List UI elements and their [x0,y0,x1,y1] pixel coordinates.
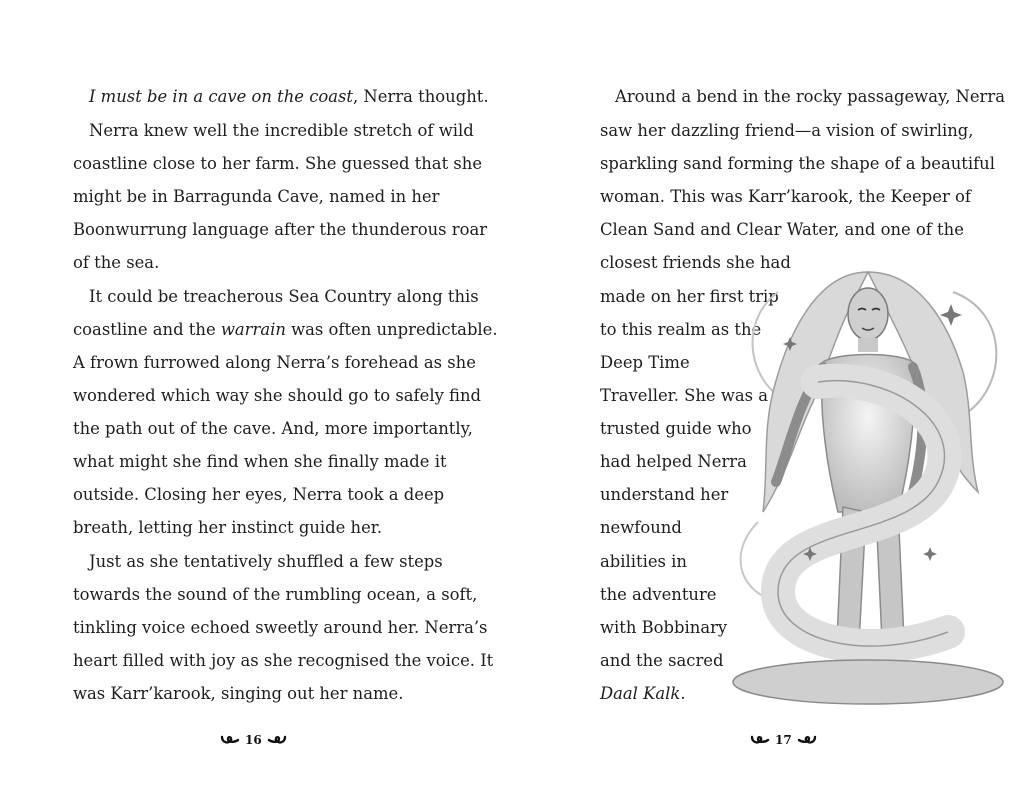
text-line: I must be in a cave on the coast, Nerra thought. [89,87,489,106]
text-line: Traveller. She was a [600,386,769,405]
text-line: the path out of the cave. And, more importantly, [73,419,473,438]
page-number: 16 [245,733,262,747]
text-line: It could be treacherous Sea Country along this [89,287,479,306]
text-line: the adventure [600,585,717,604]
text-line: newfound [600,518,682,537]
text-line: made on her first trip [600,287,779,306]
text-line: saw her dazzling friend—a vision of swirling, [600,121,974,140]
page-number-right [750,733,817,747]
ornament-icon [267,734,287,746]
text-line: A frown furrowed along Nerra’s forehead as she [73,353,476,372]
text-line: closest friends she had [600,253,791,272]
text-line: Deep Time [600,353,690,372]
text-line: Around a bend in the rocky passageway, Nerra [615,87,1005,106]
italic-word: Daal Kalk [600,684,681,703]
sand-woman-illustration [718,252,1018,712]
text-line: Just as she tentatively shuffled a few steps [89,552,443,571]
text-line: abilities in [600,552,687,571]
text-line: breath, letting her instinct guide her. [73,518,383,537]
text-line: with Bobbinary [600,618,728,637]
text-line: of the sea. [73,253,160,272]
text-line: woman. This was Karr’karook, the Keeper of [600,187,971,206]
italic-word: warrain [220,320,286,339]
text-line: heart filled with joy as she recognised the voice. It [73,651,494,670]
text-line: wondered which way she should go to safely find [73,386,482,405]
text-line: trusted guide who [600,419,752,438]
text-line: towards the sound of the rumbling ocean, a soft, [73,585,478,604]
text-line: Nerra knew well the incredible stretch of wild [89,121,474,140]
text-line: to this realm as the [600,320,762,339]
page-number-left [220,733,287,747]
text-line: had helped Nerra [600,452,747,471]
text-line: outside. Closing her eyes, Nerra took a deep [73,485,445,504]
text-line: and the sacred [600,651,724,670]
ornament-icon [797,734,817,746]
ornament-icon [750,734,770,746]
page-number: 17 [775,733,792,747]
text-line: tinkling voice echoed sweetly around her. Nerra’s [73,618,488,637]
text-line: Boonwurrung language after the thunderous roar [73,220,488,239]
text-line: Daal Kalk. [600,684,686,703]
text-line: understand her [600,485,729,504]
text-line: what might she find when she finally made it [73,452,447,471]
text-line: sparkling sand forming the shape of a beautiful [600,154,995,173]
ornament-icon [220,734,240,746]
text-line: coastline and the warrain was often unpredictable. [73,320,498,339]
text-line: might be in Barragunda Cave, named in her [73,187,440,206]
italic-thought: I must be in a cave on the coast [89,87,354,106]
text-line: was Karr’karook, singing out her name. [73,684,404,703]
text-line: Clean Sand and Clear Water, and one of the [600,220,964,239]
text-line: coastline close to her farm. She guessed that she [73,154,483,173]
